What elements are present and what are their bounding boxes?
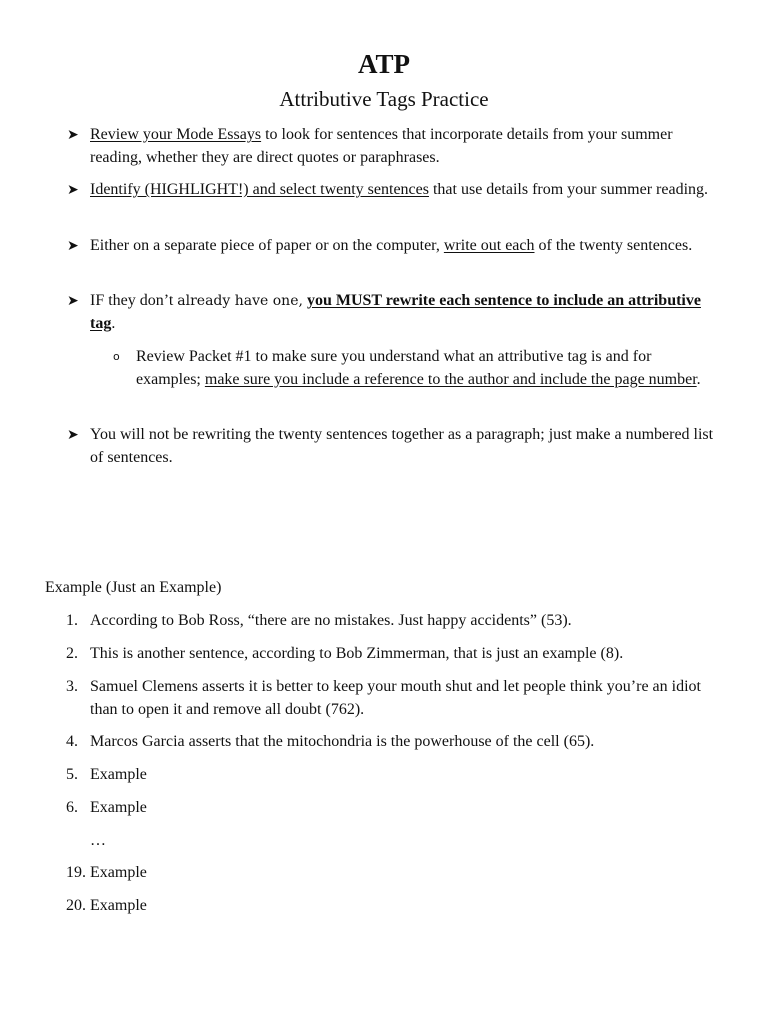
bullet-3-underlined: write out each	[443, 237, 535, 254]
list-item-text: Example	[90, 799, 147, 816]
list-item-text: Example	[90, 864, 147, 881]
page-subtitle: Attributive Tags Practice	[279, 87, 489, 111]
list-item-number: 5.	[66, 766, 78, 783]
list-item-text: According to Bob Ross, “there are no mistakes. Just happy accidents” (53).	[90, 612, 572, 629]
instruction-sub-bullet	[113, 346, 713, 391]
arrowhead-bullet-icon: ➤	[67, 182, 79, 198]
arrowhead-bullet-icon: ➤	[67, 427, 79, 443]
list-item-number: 19.	[66, 864, 86, 881]
instruction-bullet-1	[67, 124, 727, 169]
list-item	[66, 895, 716, 918]
list-item-number: 2.	[66, 645, 78, 662]
list-item	[66, 862, 716, 885]
arrowhead-bullet-icon: ➤	[67, 127, 79, 143]
instruction-bullet-5	[67, 424, 727, 469]
bullet-4-mid: already have one,	[177, 293, 303, 309]
sub-bullet-before: Review Packet #1 to make sure you understand what an attributive tag is and for examples;	[136, 348, 652, 388]
list-item	[66, 610, 716, 633]
list-item-number: 20.	[66, 897, 86, 914]
instruction-bullet-2	[67, 179, 727, 202]
sub-bullet-after: .	[696, 370, 701, 388]
page-title: ATP	[358, 49, 410, 79]
list-item	[66, 731, 716, 754]
bullet-1-underlined: Review your Mode Essays	[90, 126, 262, 143]
bullet-5-text: You will not be rewriting the twenty sentences together as a paragraph; just make a numbered list of sentences.	[90, 426, 714, 466]
list-ellipsis: …	[90, 832, 106, 849]
list-item-text: Samuel Clemens asserts it is better to keep your mouth shut and let people think you’re an idiot than to open it and remove all doubt (762).	[90, 678, 701, 718]
list-item-text: Example	[90, 897, 147, 914]
bullet-2-rest: that use details from your summer reading.	[428, 181, 709, 198]
sub-bullet-underlined: make sure you include a reference to the author and include the page number	[204, 370, 697, 388]
list-item	[66, 797, 716, 820]
list-item-number: 3.	[66, 678, 78, 695]
example-heading: Example (Just an Example)	[45, 579, 222, 596]
list-item-text: Marcos Garcia asserts that the mitochondria is the powerhouse of the cell (65).	[90, 733, 595, 750]
arrowhead-bullet-icon: ➤	[67, 238, 79, 254]
instruction-bullet-3	[67, 235, 727, 258]
bullet-1-rest: to look for sentences that incorporate details from your summer reading, whether they are direct quotes or paraphrases.	[90, 126, 673, 166]
arrowhead-bullet-icon: ➤	[67, 293, 79, 309]
bullet-2-underlined: Identify (HIGHLIGHT!) and select twenty sentences	[90, 181, 429, 198]
instruction-bullet-4	[67, 290, 727, 335]
bullet-4-after: .	[111, 314, 116, 332]
list-item-number: 4.	[66, 733, 78, 750]
bullet-3-before: Either on a separate piece of paper or on the computer,	[90, 237, 444, 254]
list-item	[66, 643, 716, 666]
list-item	[66, 764, 716, 787]
list-item-text: This is another sentence, according to Bob Zimmerman, that is just an example (8).	[90, 645, 624, 662]
circle-bullet-icon: o	[113, 350, 120, 363]
list-item-text: Example	[90, 766, 147, 783]
bullet-4-bold-underlined: you MUST rewrite each sentence to include an attributive tag	[90, 292, 701, 332]
list-item-number: 1.	[66, 612, 78, 629]
list-item	[66, 676, 716, 721]
bullet-3-after: of the twenty sentences.	[534, 237, 693, 254]
list-item-number: 6.	[66, 799, 78, 816]
bullet-4-before: IF they don’t	[90, 292, 178, 309]
